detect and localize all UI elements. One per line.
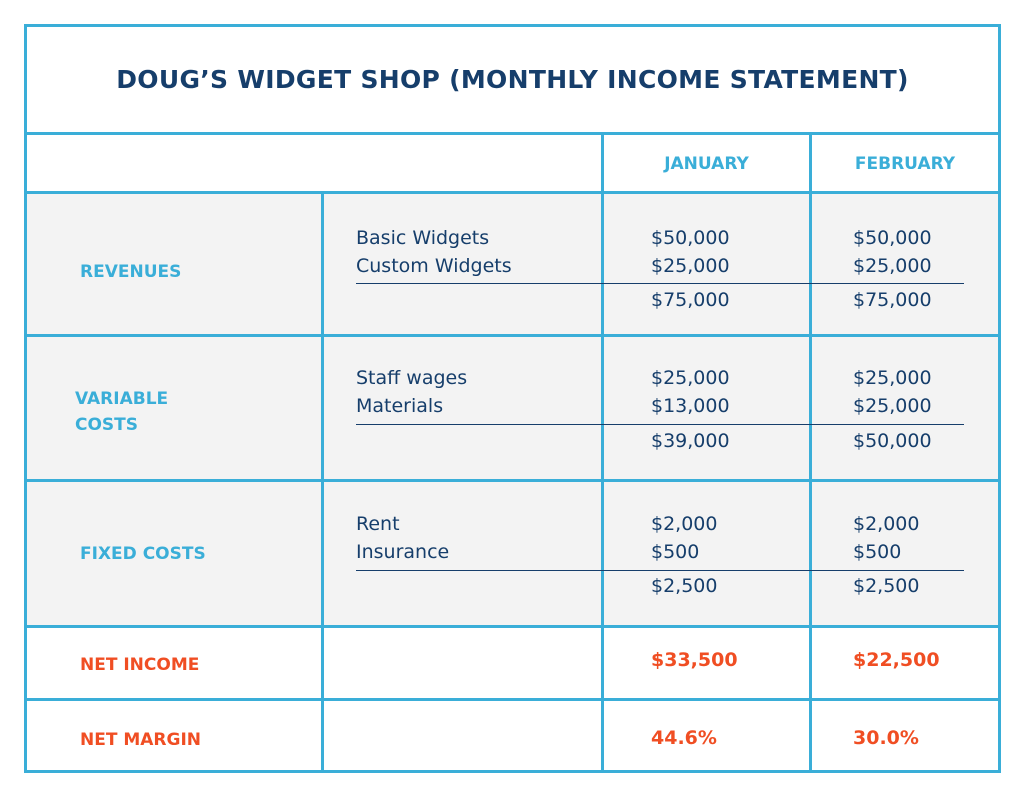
amount-cell: $25,000	[853, 395, 932, 417]
subtotal-cell: $39,000	[651, 430, 730, 452]
column-divider	[809, 135, 812, 773]
net-income-label: NET INCOME	[80, 655, 200, 675]
column-header-january: JANUARY	[664, 154, 749, 174]
subtotal-cell: $50,000	[853, 430, 932, 452]
divider	[27, 479, 998, 482]
fixed-costs-label: FIXED COSTS	[80, 544, 206, 564]
divider	[27, 698, 998, 701]
amount-cell: $25,000	[853, 255, 932, 277]
net-margin-february: 30.0%	[853, 727, 919, 749]
line-item: Insurance	[356, 541, 450, 563]
subtotal-cell: $2,500	[651, 575, 718, 597]
amount-cell: $25,000	[651, 367, 730, 389]
subtotal-rule	[356, 424, 964, 425]
divider	[27, 334, 998, 337]
amount-cell: $50,000	[853, 227, 932, 249]
column-divider	[601, 135, 604, 773]
income-statement-table	[24, 24, 1001, 773]
amount-cell: $2,000	[853, 513, 920, 535]
divider	[27, 132, 998, 135]
revenues-label: REVENUES	[80, 262, 182, 282]
line-item: Materials	[356, 395, 444, 417]
amount-cell: $500	[853, 541, 902, 563]
subtotal-rule	[356, 570, 964, 571]
divider	[27, 625, 998, 628]
line-item: Staff wages	[356, 367, 468, 389]
page-title: DOUG’S WIDGET SHOP (MONTHLY INCOME STATEMENT)	[116, 65, 909, 94]
amount-cell: $25,000	[853, 367, 932, 389]
subtotal-cell: $75,000	[853, 289, 932, 311]
divider	[27, 191, 998, 194]
amount-cell: $2,000	[651, 513, 718, 535]
column-header-february: FEBRUARY	[854, 154, 956, 174]
line-item: Rent	[356, 513, 400, 535]
subtotal-cell: $2,500	[853, 575, 920, 597]
column-divider	[321, 194, 324, 773]
subtotal-rule	[356, 283, 964, 284]
amount-cell: $500	[651, 541, 700, 563]
variable-costs-label	[75, 386, 168, 438]
variable-costs-label-line2: COSTS	[75, 415, 139, 435]
net-income-february: $22,500	[853, 649, 940, 671]
subtotal-cell: $75,000	[651, 289, 730, 311]
line-item: Custom Widgets	[356, 255, 512, 277]
net-margin-label: NET MARGIN	[80, 730, 202, 750]
net-margin-january: 44.6%	[651, 727, 717, 749]
variable-costs-label-line1: VARIABLE	[75, 389, 169, 409]
net-income-january: $33,500	[651, 649, 738, 671]
amount-cell: $50,000	[651, 227, 730, 249]
line-item: Basic Widgets	[356, 227, 490, 249]
amount-cell: $13,000	[651, 395, 730, 417]
amount-cell: $25,000	[651, 255, 730, 277]
